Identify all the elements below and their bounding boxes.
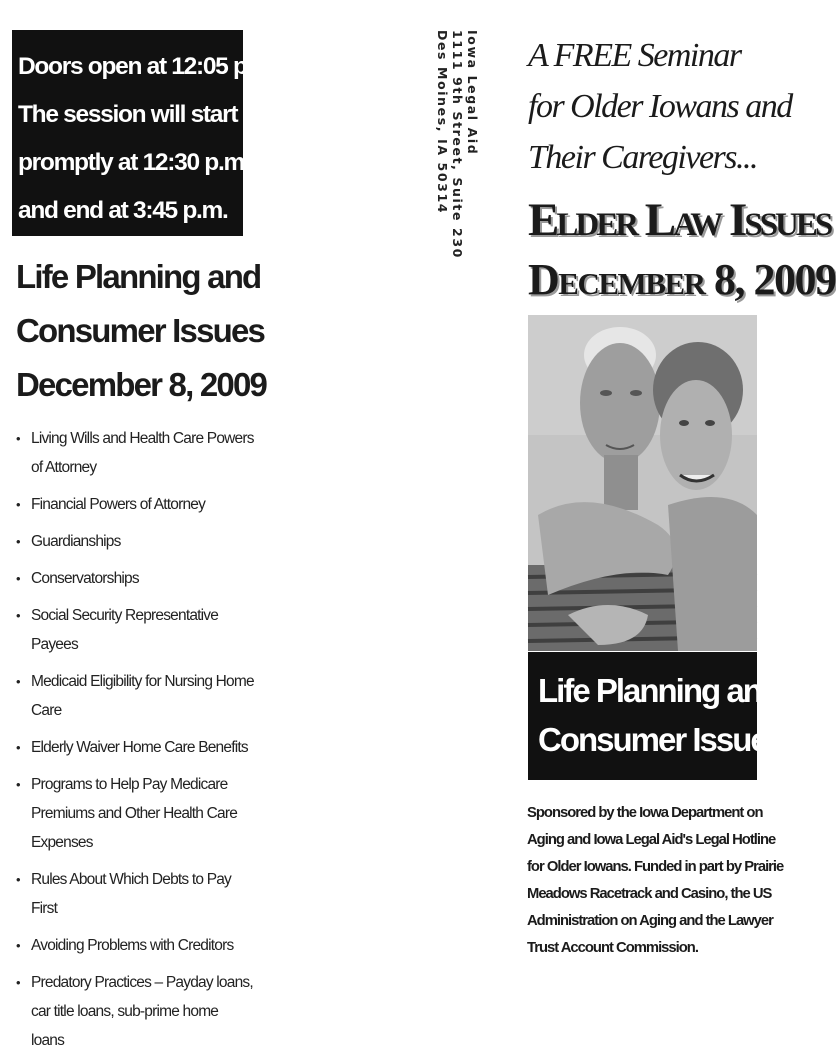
doors-line: The session will start [18, 101, 238, 128]
topic-item: • Programs to Help Pay Medicare Premiums and Other Health Care Expenses [14, 770, 254, 857]
seminar-title-line: Consumer Issues [16, 312, 265, 349]
doors-line: Doors open at 12:05 p.m. [18, 53, 279, 80]
sponsor-line: Trust Account Commission. [527, 940, 698, 956]
sponsor-line: Aging and Iowa Legal Aid's Legal Hotline [527, 832, 776, 848]
heading-line: Their Caregivers... [528, 139, 758, 176]
topic-item: • Social Security Representative Payees [14, 601, 254, 659]
doors-line: and end at 3:45 p.m. [18, 197, 228, 224]
elderly-couple-photo [528, 315, 757, 651]
doors-info-box [12, 30, 279, 236]
photo-illustration [528, 315, 757, 651]
address-line: Des Moines, IA 50314 [435, 30, 450, 215]
sponsor-line: Meadows Racetrack and Casino, the US [527, 886, 772, 902]
address-line: Iowa Legal Aid [465, 30, 480, 156]
event-date: December 8, 2009 [528, 255, 836, 304]
topics-list [14, 424, 254, 1063]
banner-line: Life Planning and [538, 672, 780, 709]
mailing-address [435, 30, 480, 259]
topic-item: • Rules About Which Debts to Pay First [14, 865, 254, 923]
seminar-date: December 8, 2009 [16, 366, 267, 403]
topic-item: • Avoiding Problems with Creditors [14, 931, 254, 960]
topic-item: • Conservatorships [14, 564, 254, 593]
elder-law-title: Elder Law Issues [528, 194, 831, 246]
heading-line: for Older Iowans and [528, 88, 792, 125]
banner-line: Consumer Issues [538, 721, 784, 758]
heading-line: A FREE Seminar [528, 37, 741, 74]
free-seminar-heading [528, 30, 792, 183]
topic-item: • Predatory Practices – Payday loans, car title loans, sub-prime home loans [14, 968, 254, 1055]
seminar-title-line: Life Planning and [16, 258, 261, 295]
topic-item: • Medicaid Eligibility for Nursing Home Care [14, 667, 254, 725]
topic-item: • Financial Powers of Attorney [14, 490, 254, 519]
address-line: 1111 9th Street, Suite 230 [450, 30, 465, 259]
sponsor-text [527, 800, 784, 962]
sponsor-line: Administration on Aging and the Lawyer [527, 913, 773, 929]
seminar-title [16, 250, 267, 412]
doors-line: promptly at 12:30 p.m. [18, 149, 250, 176]
sponsor-line: Sponsored by the Iowa Department on [527, 805, 763, 821]
sponsor-line: for Older Iowans. Funded in part by Prairie [527, 859, 784, 875]
topic-banner [528, 652, 784, 780]
topic-item: • Elderly Waiver Home Care Benefits [14, 733, 254, 762]
topic-item: • Guardianships [14, 527, 254, 556]
topic-item: • Living Wills and Health Care Powers of Attorney [14, 424, 254, 482]
